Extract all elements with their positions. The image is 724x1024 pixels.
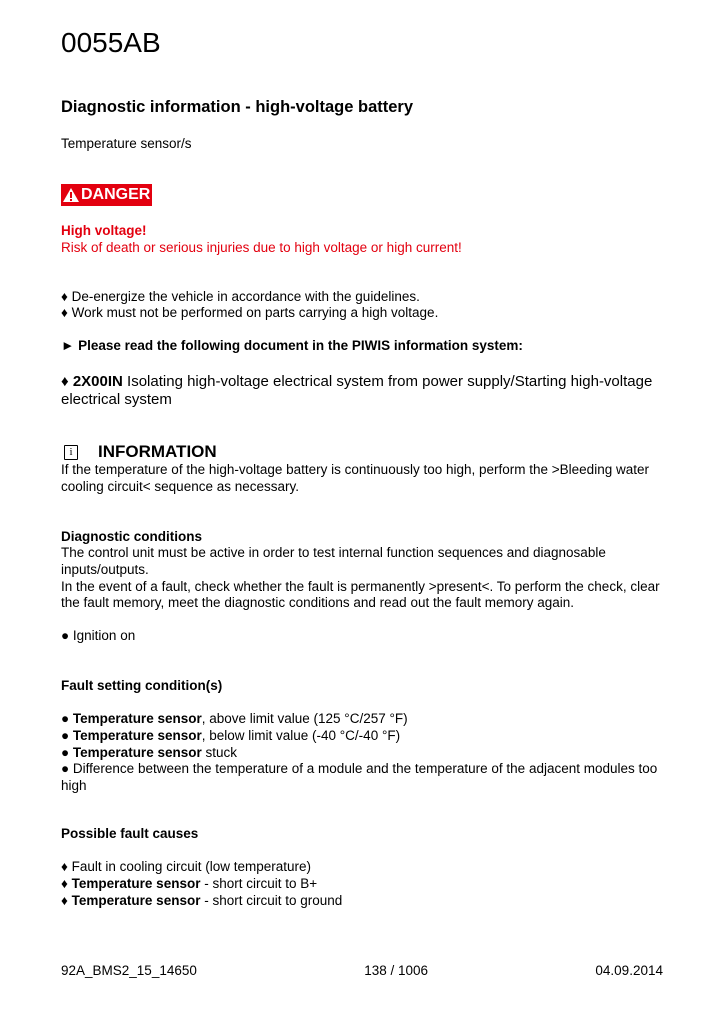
fault-causes-title: Possible fault causes (61, 826, 199, 841)
danger-text: Risk of death or serious injuries due to high voltage or high current! (61, 240, 462, 255)
information-text: If the temperature of the high-voltage battery is continuously too high, perform the >Bleeding water cooling circuit< sequence as necessary. (61, 462, 649, 494)
read-document-instruction: ► Please read the following document in the PIWIS information system: (61, 338, 523, 353)
list-item: ♦ Temperature sensor - short circuit to ground (61, 892, 343, 908)
information-title: INFORMATION (98, 442, 217, 461)
safety-bullet: ♦ Work must not be performed on parts carrying a high voltage. (61, 305, 439, 320)
information-header (61, 442, 217, 462)
diagnostic-paragraph: The control unit must be active in order to test internal function sequences and diagnosable inputs/outputs. (61, 545, 606, 577)
list-item: ● Temperature sensor, below limit value (-40 °C/-40 °F) (61, 727, 401, 743)
warning-triangle-icon (62, 187, 80, 203)
document-reference-code: 2X00IN (72, 373, 123, 390)
footer-document-id: 92A_BMS2_15_14650 (61, 963, 197, 978)
page-title: Diagnostic information - high-voltage battery (61, 98, 414, 116)
page-footer (61, 963, 663, 980)
safety-bullet: ♦ De-energize the vehicle in accordance with the guidelines. (61, 289, 420, 304)
list-item: ● Difference between the temperature of a module and the temperature of the adjacent modules too high (61, 761, 658, 794)
diagnostic-paragraph: In the event of a fault, check whether the fault is permanently >present<. To perform the check, clear the fault memory, meet the diagnostic conditions and read out the fault memory again. (61, 578, 660, 611)
document-reference (61, 373, 661, 409)
document-reference-text: Isolating high-voltage electrical system from power supply/Starting high-voltage electrical system (61, 373, 653, 408)
fault-setting-title: Fault setting condition(s) (61, 678, 223, 693)
document-reference-bullet: ♦ (61, 373, 69, 390)
diagnostic-conditions-title: Diagnostic conditions (61, 529, 203, 544)
info-icon: i (64, 445, 78, 460)
page-subtitle: Temperature sensor/s (61, 136, 192, 151)
diagnostic-condition-item: ● Ignition on (61, 628, 136, 643)
diagnostic-conditions-text (61, 545, 661, 612)
list-item: ♦ Fault in cooling circuit (low temperature) (61, 859, 311, 874)
list-item: ● Temperature sensor, above limit value (125 °C/257 °F) (61, 711, 408, 726)
list-item: ♦ Temperature sensor - short circuit to B+ (61, 875, 318, 891)
danger-badge (61, 184, 152, 206)
footer-page-number: 138 / 1006 (364, 963, 429, 978)
danger-label: DANGER (81, 186, 151, 203)
footer-date: 04.09.2014 (595, 963, 663, 978)
danger-title: High voltage! (61, 223, 147, 238)
list-item: ● Temperature sensor stuck (61, 744, 237, 760)
fault-causes-list (61, 859, 342, 909)
fault-setting-list (61, 711, 661, 795)
document-code: 0055AB (61, 27, 161, 58)
